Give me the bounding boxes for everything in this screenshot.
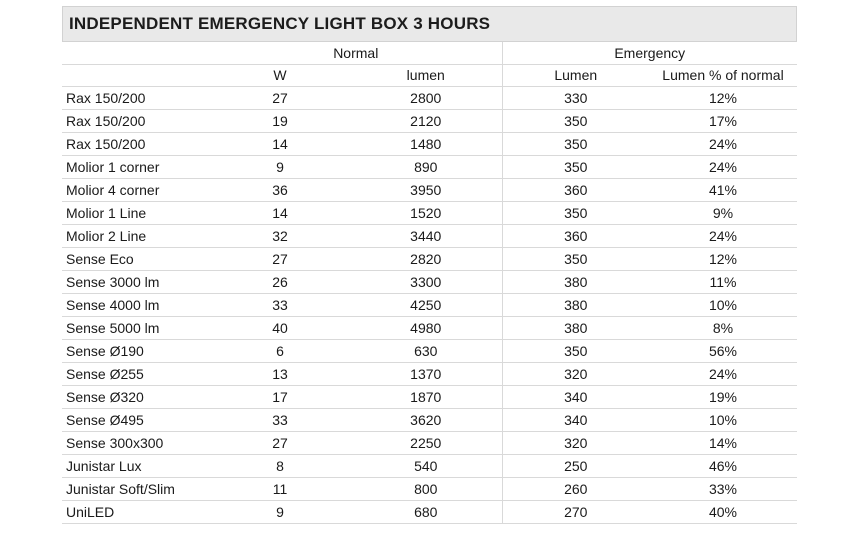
emergency-lumen: 360 [502, 178, 649, 201]
normal-watt: 27 [210, 247, 350, 270]
table-row [62, 270, 797, 293]
emergency-lumen: 380 [502, 316, 649, 339]
table-body [62, 86, 797, 523]
product-name: Molior 4 corner [62, 178, 210, 201]
normal-lumen: 800 [350, 477, 502, 500]
normal-watt: 40 [210, 316, 350, 339]
table-row [62, 247, 797, 270]
emergency-light-table [62, 6, 797, 524]
emergency-lumen-percent: 17% [649, 109, 797, 132]
table-row [62, 86, 797, 109]
normal-lumen: 1870 [350, 385, 502, 408]
emergency-lumen: 340 [502, 385, 649, 408]
normal-lumen: 3300 [350, 270, 502, 293]
normal-watt: 9 [210, 500, 350, 523]
table-row [62, 431, 797, 454]
product-name: Sense 300x300 [62, 431, 210, 454]
normal-watt: 27 [210, 86, 350, 109]
normal-lumen: 3440 [350, 224, 502, 247]
normal-lumen: 2800 [350, 86, 502, 109]
emergency-lumen-percent: 12% [649, 247, 797, 270]
normal-watt: 8 [210, 454, 350, 477]
product-name: Sense 5000 lm [62, 316, 210, 339]
emergency-lumen-percent: 41% [649, 178, 797, 201]
normal-watt: 17 [210, 385, 350, 408]
column-header-lumen-percent: Lumen % of normal [649, 64, 797, 86]
normal-lumen: 1520 [350, 201, 502, 224]
product-name: Sense Eco [62, 247, 210, 270]
normal-watt: 26 [210, 270, 350, 293]
normal-lumen: 3950 [350, 178, 502, 201]
table-row [62, 109, 797, 132]
product-name: Rax 150/200 [62, 86, 210, 109]
normal-lumen: 3620 [350, 408, 502, 431]
table-row [62, 224, 797, 247]
product-name: Rax 150/200 [62, 132, 210, 155]
table-row [62, 454, 797, 477]
normal-watt: 6 [210, 339, 350, 362]
emergency-lumen-percent: 9% [649, 201, 797, 224]
normal-lumen: 4980 [350, 316, 502, 339]
table-row [62, 155, 797, 178]
emergency-lumen: 350 [502, 339, 649, 362]
product-name: Rax 150/200 [62, 109, 210, 132]
group-header-row [62, 42, 797, 64]
group-header-normal: Normal [210, 42, 502, 64]
emergency-lumen: 350 [502, 201, 649, 224]
table-row [62, 201, 797, 224]
emergency-lumen-percent: 24% [649, 132, 797, 155]
table-title-bar [62, 6, 797, 42]
product-name: Molior 2 Line [62, 224, 210, 247]
emergency-lumen: 350 [502, 247, 649, 270]
product-name: Junistar Soft/Slim [62, 477, 210, 500]
emergency-lumen-percent: 24% [649, 224, 797, 247]
product-name: Sense 4000 lm [62, 293, 210, 316]
table-row [62, 385, 797, 408]
emergency-lumen-percent: 24% [649, 155, 797, 178]
normal-lumen: 630 [350, 339, 502, 362]
normal-watt: 11 [210, 477, 350, 500]
emergency-lumen-percent: 10% [649, 293, 797, 316]
product-name: Molior 1 Line [62, 201, 210, 224]
product-name: Molior 1 corner [62, 155, 210, 178]
normal-watt: 32 [210, 224, 350, 247]
normal-watt: 14 [210, 132, 350, 155]
normal-lumen: 680 [350, 500, 502, 523]
normal-watt: 19 [210, 109, 350, 132]
normal-lumen: 2120 [350, 109, 502, 132]
normal-lumen: 1480 [350, 132, 502, 155]
emergency-lumen: 320 [502, 431, 649, 454]
normal-watt: 9 [210, 155, 350, 178]
emergency-lumen: 380 [502, 270, 649, 293]
normal-watt: 13 [210, 362, 350, 385]
emergency-lumen: 250 [502, 454, 649, 477]
emergency-lumen-percent: 14% [649, 431, 797, 454]
product-name: Junistar Lux [62, 454, 210, 477]
table-row [62, 408, 797, 431]
table-row [62, 362, 797, 385]
group-header-emergency: Emergency [502, 42, 797, 64]
column-header-watt: W [210, 64, 350, 86]
normal-lumen: 890 [350, 155, 502, 178]
product-name: Sense 3000 lm [62, 270, 210, 293]
product-name: Sense Ø495 [62, 408, 210, 431]
normal-lumen: 540 [350, 454, 502, 477]
column-header-emergency-lumen: Lumen [502, 64, 649, 86]
table-row [62, 316, 797, 339]
emergency-lumen: 350 [502, 132, 649, 155]
table-row [62, 500, 797, 523]
emergency-lumen-percent: 10% [649, 408, 797, 431]
product-name: UniLED [62, 500, 210, 523]
normal-watt: 14 [210, 201, 350, 224]
emergency-lumen: 380 [502, 293, 649, 316]
emergency-lumen: 330 [502, 86, 649, 109]
emergency-lumen-percent: 19% [649, 385, 797, 408]
table-row [62, 178, 797, 201]
emergency-lumen-percent: 24% [649, 362, 797, 385]
normal-watt: 33 [210, 408, 350, 431]
table-title: INDEPENDENT EMERGENCY LIGHT BOX 3 HOURS [69, 14, 491, 33]
emergency-lumen: 360 [502, 224, 649, 247]
empty-corner-cell [62, 42, 210, 64]
normal-watt: 27 [210, 431, 350, 454]
table-row [62, 132, 797, 155]
normal-lumen: 1370 [350, 362, 502, 385]
emergency-lumen-percent: 11% [649, 270, 797, 293]
normal-watt: 36 [210, 178, 350, 201]
column-header-lumen: lumen [350, 64, 502, 86]
normal-watt: 33 [210, 293, 350, 316]
product-name: Sense Ø255 [62, 362, 210, 385]
emergency-lumen-percent: 40% [649, 500, 797, 523]
emergency-lumen-percent: 8% [649, 316, 797, 339]
emergency-lumen-percent: 46% [649, 454, 797, 477]
emergency-lumen: 260 [502, 477, 649, 500]
emergency-lumen-percent: 33% [649, 477, 797, 500]
table-row [62, 339, 797, 362]
emergency-lumen: 270 [502, 500, 649, 523]
emergency-lumen: 350 [502, 155, 649, 178]
data-table [62, 42, 797, 524]
normal-lumen: 2250 [350, 431, 502, 454]
table-row [62, 477, 797, 500]
normal-lumen: 4250 [350, 293, 502, 316]
emergency-lumen: 340 [502, 408, 649, 431]
emergency-lumen-percent: 56% [649, 339, 797, 362]
emergency-lumen: 350 [502, 109, 649, 132]
table-row [62, 293, 797, 316]
emergency-lumen: 320 [502, 362, 649, 385]
product-name: Sense Ø190 [62, 339, 210, 362]
normal-lumen: 2820 [350, 247, 502, 270]
product-name: Sense Ø320 [62, 385, 210, 408]
emergency-lumen-percent: 12% [649, 86, 797, 109]
column-header-row [62, 64, 797, 86]
empty-header-cell [62, 64, 210, 86]
